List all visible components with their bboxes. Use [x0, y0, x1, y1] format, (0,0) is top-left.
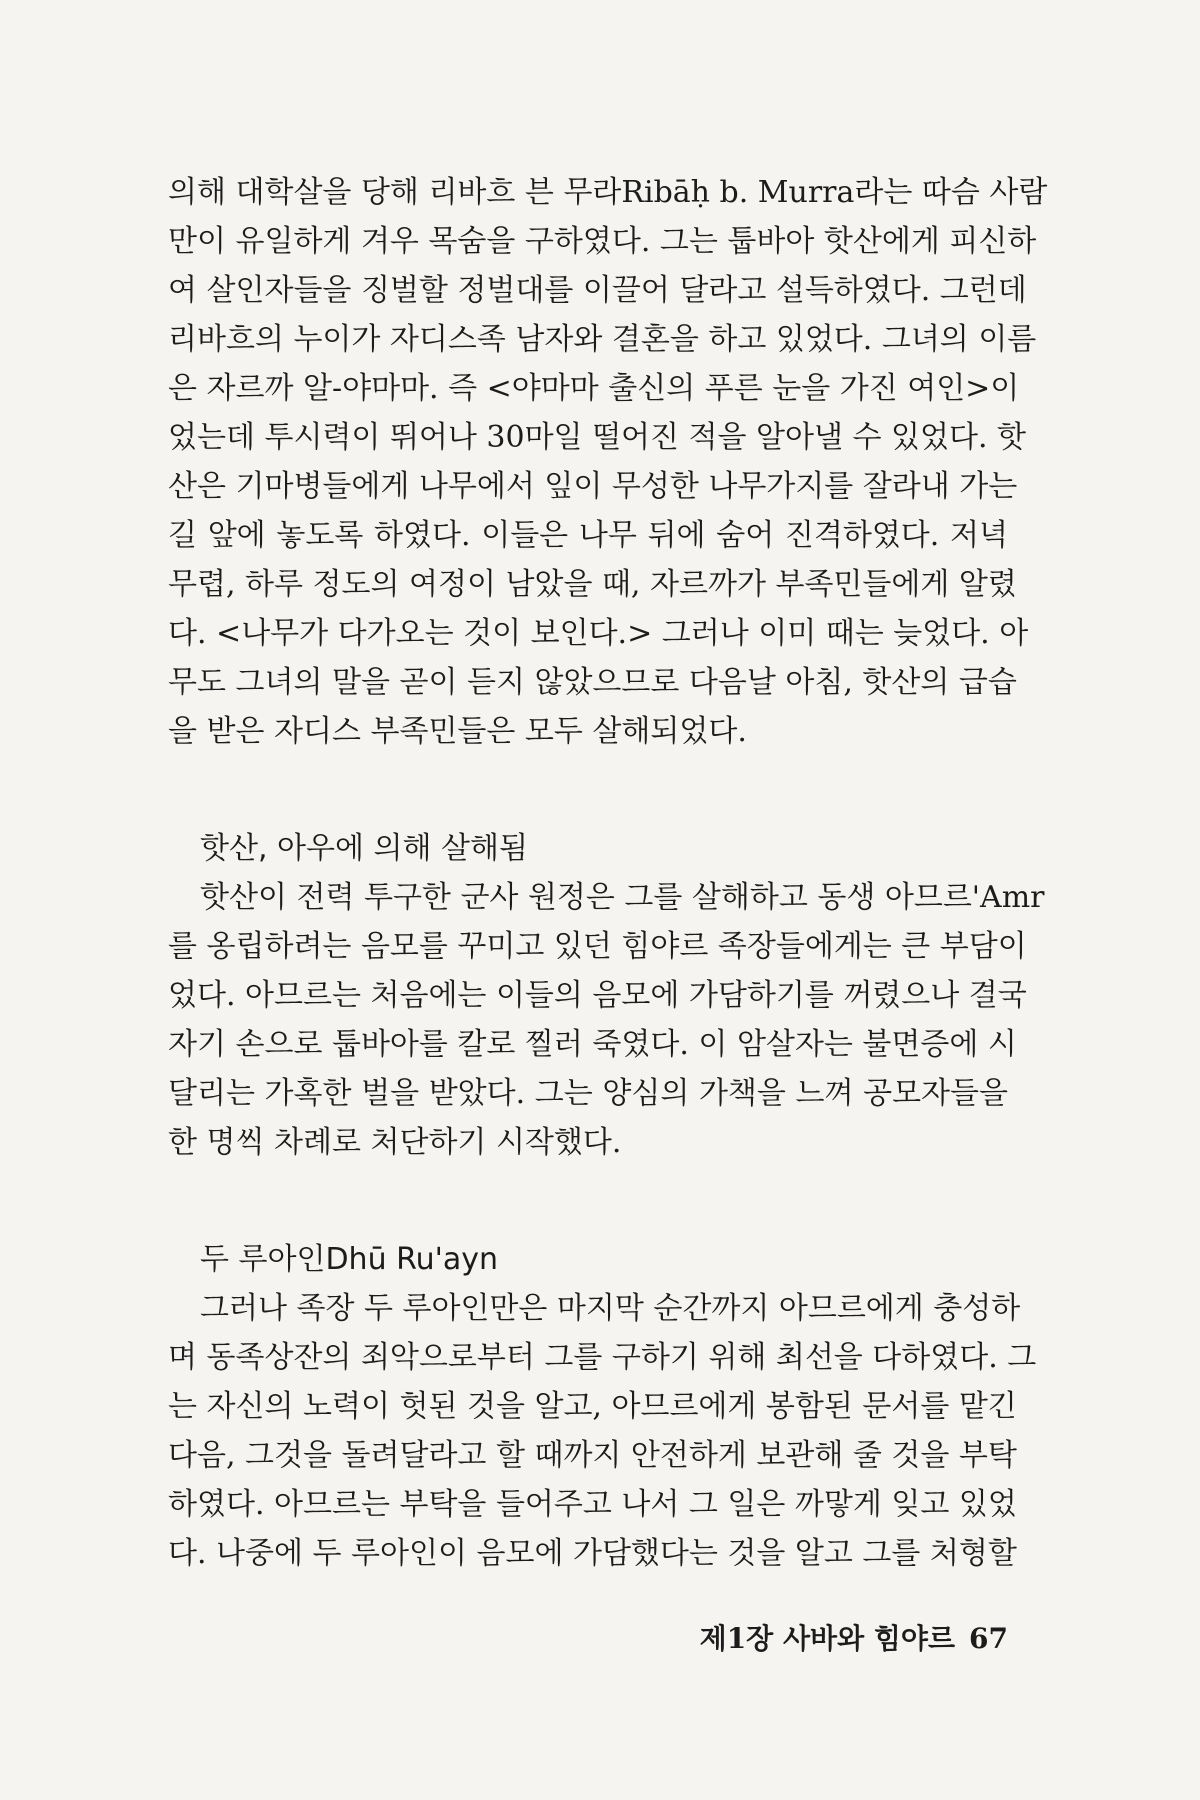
page-number: 67 — [969, 1622, 1008, 1655]
text-line: 그러나 족장 두 루아인만은 마지막 순간까지 아므르에게 충성하 — [200, 1291, 1021, 1326]
text-line: 었다. 아므르는 처음에는 이들의 음모에 가담하기를 꺼렸으나 결국 — [168, 978, 1027, 1013]
page-body — [168, 168, 1048, 1578]
text-line: 하였다. 아므르는 부탁을 들어주고 나서 그 일은 까맣게 잊고 있었 — [168, 1487, 1017, 1522]
text-line: 길 앞에 놓도록 하였다. 이들은 나무 뒤에 숨어 진격하였다. 저녁 — [168, 518, 1008, 553]
text-line: 한 명씩 차례로 처단하기 시작했다. — [168, 1125, 622, 1160]
text-line: 자기 손으로 툽바아를 칼로 찔러 죽였다. 이 암살자는 불면증에 시 — [168, 1027, 1017, 1062]
text-line: 의해 대학살을 당해 리바흐 븐 무라Ribāḥ b. Murra라는 따슴 사람 — [168, 175, 1048, 210]
text-line: 핫산이 전력 투구한 군사 원정은 그를 살해하고 동생 아므르'Amr — [200, 880, 1045, 915]
section-heading: 핫산, 아우에 의해 살해됨 — [200, 831, 528, 866]
text-line: 은 자르까 알-야마마. 즉 <야마마 출신의 푸른 눈을 가진 여인>이 — [168, 371, 1020, 406]
text-line: 는 자신의 노력이 헛된 것을 알고, 아므르에게 봉함된 문서를 맡긴 — [168, 1389, 1017, 1424]
text-line: 무렵, 하루 정도의 여정이 남았을 때, 자르까가 부족민들에게 알렸 — [168, 567, 1017, 602]
chapter-title: 제1장 사바와 힘야르 — [699, 1622, 956, 1655]
text-line: 다. <나무가 다가오는 것이 보인다.> 그러나 이미 때는 늦었다. 아 — [168, 616, 1029, 651]
paragraph — [168, 1284, 1037, 1578]
text-line: 여 살인자들을 징벌할 정벌대를 이끌어 달라고 설득하였다. 그런데 — [168, 273, 1027, 308]
text-line: 리바흐의 누이가 자디스족 남자와 결혼을 하고 있었다. 그녀의 이름 — [168, 322, 1037, 357]
text-line: 를 옹립하려는 음모를 꾸미고 있던 힘야르 족장들에게는 큰 부담이 — [168, 929, 1027, 964]
text-line: 달리는 가혹한 벌을 받았다. 그는 양심의 가책을 느껴 공모자들을 — [168, 1076, 1008, 1111]
spacer — [168, 756, 1008, 824]
spacer — [168, 1167, 1008, 1235]
running-footer — [700, 1617, 1008, 1657]
text-line: 을 받은 자디스 부족민들은 모두 살해되었다. — [168, 714, 747, 749]
section-heading: 두 루아인Dhū Ru'ayn — [200, 1242, 499, 1277]
text-line: 다. 나중에 두 루아인이 음모에 가담했다는 것을 알고 그를 처형할 — [168, 1536, 1017, 1571]
text-line: 었는데 투시력이 뛰어나 30마일 떨어진 적을 알아낼 수 있었다. 핫 — [168, 420, 1027, 455]
text-line: 다음, 그것을 돌려달라고 할 때까지 안전하게 보관해 줄 것을 부탁 — [168, 1438, 1017, 1473]
text-line: 며 동족상잔의 죄악으로부터 그를 구하기 위해 최선을 다하였다. 그 — [168, 1340, 1037, 1375]
paragraph — [168, 168, 1048, 756]
text-line: 무도 그녀의 말을 곧이 듣지 않았으므로 다음날 아침, 핫산의 급습 — [168, 665, 1017, 700]
paragraph — [168, 873, 1045, 1167]
text-line: 산은 기마병들에게 나무에서 잎이 무성한 나무가지를 잘라내 가는 — [168, 469, 1018, 504]
text-line: 만이 유일하게 겨우 목숨을 구하였다. 그는 툽바아 핫산에게 피신하 — [168, 224, 1037, 259]
